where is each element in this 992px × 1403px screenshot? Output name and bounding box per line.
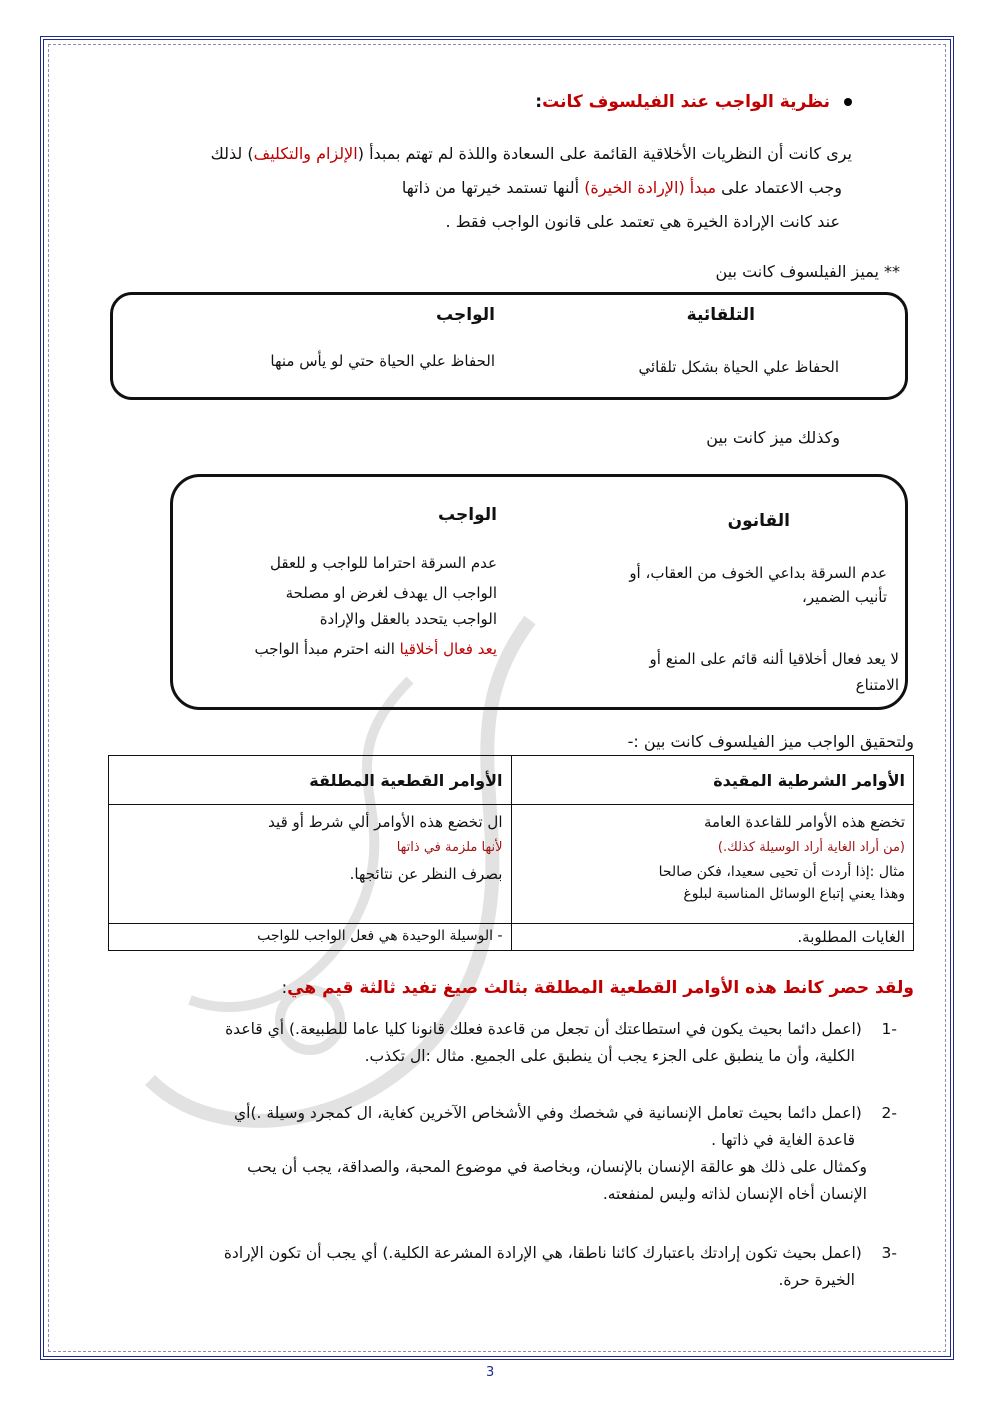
box2-col2-red: يعد فعال أخلاقيا xyxy=(399,640,497,658)
intro-2-red: مبدأ (الإرادة الخيرة) xyxy=(584,178,717,197)
title-text: نظرية الواجب عند الفيلسوف كانت xyxy=(542,92,830,112)
box1-col2-text: الحفاظ علي الحياة حتي لو يأس منها xyxy=(270,352,495,370)
cell-text: بصرف النظر عن نتائجها. xyxy=(349,865,503,883)
comparison-box-1 xyxy=(110,292,908,400)
box1-col2-header: الواجب xyxy=(436,305,495,325)
box2-col2-text4b: النه احترم مبدأ الواجب xyxy=(254,640,400,658)
distinguish-1: ** يميز الفيلسوف كانت بين xyxy=(715,262,900,281)
distinguish-3: ولتحقيق الواجب ميز الفيلسوف كانت بين :- xyxy=(627,732,914,751)
section-heading-2 xyxy=(281,978,914,998)
imperatives-table xyxy=(108,755,914,951)
table-header-2: الأوامر القطعية المطلقة xyxy=(109,756,512,805)
table-cell-r1c2 xyxy=(109,805,512,924)
item-text: (اعمل دائما بحيث يكون في استطاعتك أن تجعل من قاعدة فعلك قانونا كليا عاما للطبيعة.) أي قاعدة xyxy=(225,1020,862,1038)
heading2-text: ولقد حصر كانط هذه الأوامر القطعية المطلقة بثالث صيغ تفيد ثالثة قيم هي xyxy=(287,978,914,998)
table-row xyxy=(109,924,914,951)
item-text: وكمثال على ذلك هو عالقة الإنسان بالإنسان، وبخاصة في موضوع المحبة، والصداقة، يجب أن يحب xyxy=(247,1158,867,1176)
item-text: (اعمل دائما بحيث تعامل الإنسانية في شخصك وفي الأشخاص الآخرين كغاية، ال كمجرد وسيلة .)أي xyxy=(234,1104,862,1122)
box2-col1-text4: الامتناع xyxy=(855,676,899,694)
cell-red-text: (من أراد الغاية أراد الوسيلة كذلك.) xyxy=(717,840,905,855)
intro-2a: وجب الاعتماد على xyxy=(716,178,842,197)
comparison-box-2 xyxy=(170,474,908,710)
box2-col2-text3: الواجب يتحدد بالعقل والإرادة xyxy=(319,610,497,628)
item-number: -3 xyxy=(881,1244,897,1262)
item-number: -2 xyxy=(881,1104,897,1122)
table-header-row xyxy=(109,756,914,805)
intro-1-red: الإلزام والتكليف xyxy=(253,144,358,163)
item-text: الكلية، وأن ما ينطبق على الجزء يجب أن ينطبق على الجميع. مثال :ال تكذب. xyxy=(364,1047,855,1065)
table-cell-r2c1: الغايات المطلوبة. xyxy=(511,924,914,951)
item-text: قاعدة الغاية في ذاتها . xyxy=(711,1131,855,1149)
intro-line-3: عند كانت الإرادة الخيرة هي تعتمد على قانون الواجب فقط . xyxy=(445,212,840,231)
item-text: (اعمل بحيث تكون إرادتك باعتبارك كائنا ناطقا، هي الإرادة المشرعة الكلية.) أي يجب أن تكون الإرادة xyxy=(223,1244,862,1262)
box2-col2-text1: عدم السرقة احتراما للواجب و للعقل xyxy=(270,554,497,572)
box2-col2-text4 xyxy=(254,637,497,662)
section-title xyxy=(535,92,852,112)
table-cell-r1c1 xyxy=(511,805,914,924)
list-item xyxy=(97,1240,897,1294)
box2-col1-text3: لا يعد فعال أخلاقيا ألنه قائم على المنع أو xyxy=(649,650,899,668)
table-row xyxy=(109,805,914,924)
title-colon: : xyxy=(535,92,543,112)
item-number: -1 xyxy=(881,1020,897,1038)
cell-text: وهذا يعني إتباع الوسائل المناسبة لبلوغ xyxy=(683,886,905,902)
item-text: الإنسان أخاه الإنسان لذاته وليس لمنفعته. xyxy=(602,1185,867,1203)
intro-2b: ألنها تستمد خيرتها من ذاتها xyxy=(401,178,585,197)
list-item xyxy=(97,1100,897,1208)
box2-col2-text2: الواجب ال يهدف لغرض او مصلحة xyxy=(285,584,497,602)
cell-text: تخضع هذه الأوامر للقاعدة العامة xyxy=(703,813,905,831)
cell-red-text: لأنها ملزمة في ذاتها xyxy=(396,840,503,855)
page-number: 3 xyxy=(486,1365,495,1380)
box2-col1-text2: تأنيب الضمير، xyxy=(801,588,887,606)
intro-line-1 xyxy=(211,140,852,168)
intro-1b: ) لذلك xyxy=(210,144,254,163)
table-header-1: الأوامر الشرطية المقيدة xyxy=(511,756,914,805)
list-item xyxy=(97,1016,897,1070)
box1-col1-text: الحفاظ علي الحياة بشكل تلقائي xyxy=(638,358,839,376)
table-cell-r2c2: - الوسيلة الوحيدة هي فعل الواجب للواجب xyxy=(109,924,512,951)
cell-text: ال تخضع هذه الأوامر ألي شرط أو قيد xyxy=(268,813,503,831)
cell-text: مثال :إذا أردت أن تحيى سعيدا، فكن صالحا xyxy=(658,864,905,880)
heading2-colon: : xyxy=(281,978,288,998)
box1-col1-header: التلقائية xyxy=(686,305,755,325)
intro-line-2 xyxy=(402,174,842,202)
bullet-icon xyxy=(844,98,852,106)
box2-col1-text1: عدم السرقة بداعي الخوف من العقاب، أو xyxy=(629,564,887,582)
box2-col2-header: الواجب xyxy=(438,505,497,525)
item-text: الخيرة حرة. xyxy=(778,1271,855,1289)
intro-1a: يرى كانت أن النظريات الأخلاقية القائمة على السعادة واللذة لم تهتم بمبدأ ( xyxy=(357,144,852,163)
distinguish-2: وكذلك ميز كانت بين xyxy=(706,428,840,447)
box2-col1-header: القانون xyxy=(727,511,790,531)
